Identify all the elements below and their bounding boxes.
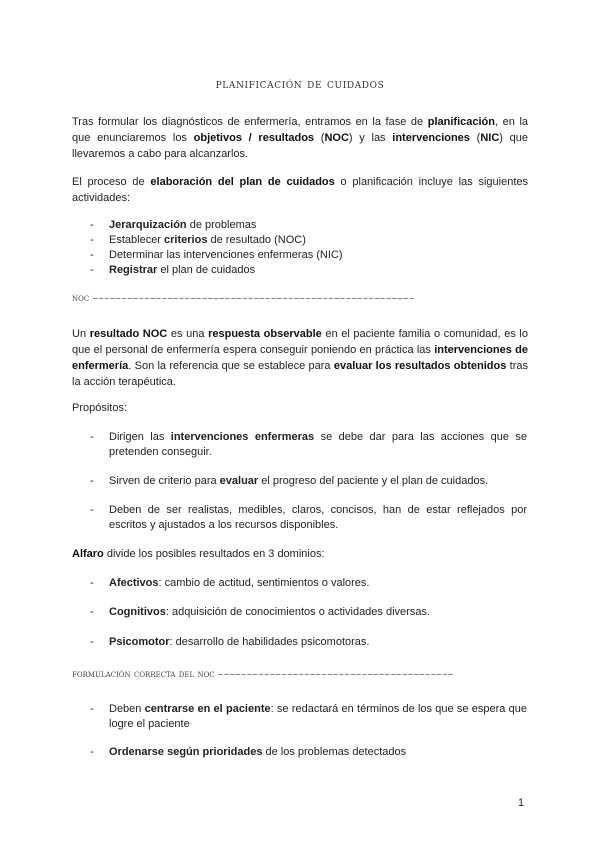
- text: ) que llevaremos a cabo para alcanzarlos.: [72, 132, 528, 160]
- text: : se redactará en términos de los que se espera que logre el paciente: [109, 703, 527, 730]
- bold-text: centrarse en el paciente: [144, 703, 271, 715]
- alfaro-paragraph: [72, 546, 528, 562]
- list-dash: -: [90, 703, 94, 715]
- section-rule: –––––––––––––––––––––––––––––––––––––––––: [218, 668, 454, 680]
- bold-text: resultado NOC: [89, 328, 168, 340]
- page-title: planificación de cuidados: [215, 76, 385, 92]
- bold-text: evaluar: [219, 475, 259, 487]
- text: Dirigen las: [109, 431, 171, 443]
- bold-text: intervenciones de enfermería: [72, 344, 528, 372]
- bold-text: Ordenarse según prioridades: [109, 746, 263, 758]
- text: . Son la referencia que se establece para: [128, 360, 334, 372]
- bold-text: criterios: [164, 234, 208, 246]
- text: Un: [72, 328, 90, 340]
- text: de resultado (NOC): [207, 234, 306, 246]
- bold-text: evaluar los resultados obtenidos: [333, 360, 507, 372]
- bold-text: NIC: [480, 132, 500, 144]
- bold-text: NOC: [324, 132, 349, 144]
- text: : adquisición de conocimientos o actividades diversas.: [165, 606, 430, 618]
- purposes-label: Propósitos:: [72, 402, 128, 414]
- text: el plan de cuidados: [157, 264, 256, 276]
- section-heading-formulation: [72, 668, 454, 680]
- text: divide los posibles resultados en 3 dominios:: [103, 548, 325, 560]
- text: El proceso de: [72, 176, 151, 188]
- bold-text: elaboración del plan de cuidados: [150, 176, 335, 188]
- list-dash: -: [90, 431, 94, 443]
- bold-text: intervenciones enfermeras: [170, 431, 315, 443]
- section-heading-noc: [72, 292, 415, 304]
- bold-text: Jerarquización: [109, 219, 187, 231]
- section-rule: ––––––––––––––––––––––––––––––––––––––––––––––––––––––––: [92, 292, 415, 304]
- section-label: noc: [72, 292, 90, 304]
- text: Determinar las intervenciones enfermeras (NIC): [109, 249, 343, 261]
- list-dash: -: [90, 606, 94, 618]
- text: de problemas: [186, 219, 257, 231]
- list-dash: -: [90, 249, 94, 261]
- text: , en la que enunciaremos los: [72, 116, 529, 144]
- text: Establecer: [109, 234, 165, 246]
- text: Tras formular los diagnósticos de enfermería, entramos en la fase de: [72, 116, 428, 128]
- text: tras la acción terapéutica.: [72, 360, 528, 388]
- noc-definition-paragraph: [72, 326, 528, 390]
- list-dash: -: [90, 219, 94, 231]
- bold-text: Psicomotor: [109, 636, 170, 648]
- text: Deben: [109, 703, 145, 715]
- text: de los problemas detectados: [262, 746, 407, 758]
- text: Sirven de criterio para: [109, 475, 220, 487]
- process-paragraph: [72, 174, 528, 206]
- bold-text: planificación: [427, 116, 495, 128]
- list-dash: -: [90, 475, 94, 487]
- text: o planificación incluye las siguientes actividades:: [72, 176, 528, 204]
- text: : cambio de actitud, sentimientos o valores.: [158, 577, 370, 589]
- list-dash: -: [90, 234, 94, 246]
- list-dash: -: [90, 746, 94, 758]
- bold-text: respuesta observable: [208, 328, 322, 340]
- text: (: [314, 132, 325, 144]
- list-dash: -: [90, 264, 94, 276]
- bold-text: objetivos / resultados: [193, 132, 315, 144]
- intro-paragraph: [72, 114, 528, 162]
- page-number: 1: [518, 797, 525, 809]
- text: ) y las: [348, 132, 393, 144]
- bold-text: Cognitivos: [109, 606, 166, 618]
- section-label: formulación correcta del noc: [72, 668, 215, 680]
- text: se debe dar para las acciones que se pretenden conseguir.: [109, 431, 527, 458]
- text: en el paciente familia o comunidad, es lo que el personal de enfermería espera conseguir poniendo en práctica las: [72, 328, 528, 356]
- list-dash: -: [90, 577, 94, 589]
- list-dash: -: [90, 504, 94, 516]
- bold-text: intervenciones: [392, 132, 470, 144]
- text: el progreso del paciente y el plan de cuidados.: [258, 475, 489, 487]
- text: (: [469, 132, 481, 144]
- bold-text: Alfaro: [72, 548, 104, 560]
- text: : desarrollo de habilidades psicomotoras.: [169, 636, 370, 648]
- bold-text: Afectivos: [109, 577, 159, 589]
- text: es una: [167, 328, 209, 340]
- bold-text: Registrar: [109, 264, 158, 276]
- list-dash: -: [90, 636, 94, 648]
- text: Deben de ser realistas, medibles, claros, concisos, han de estar reflejados por escritos y ajustados a los recursos disponibles.: [109, 504, 527, 531]
